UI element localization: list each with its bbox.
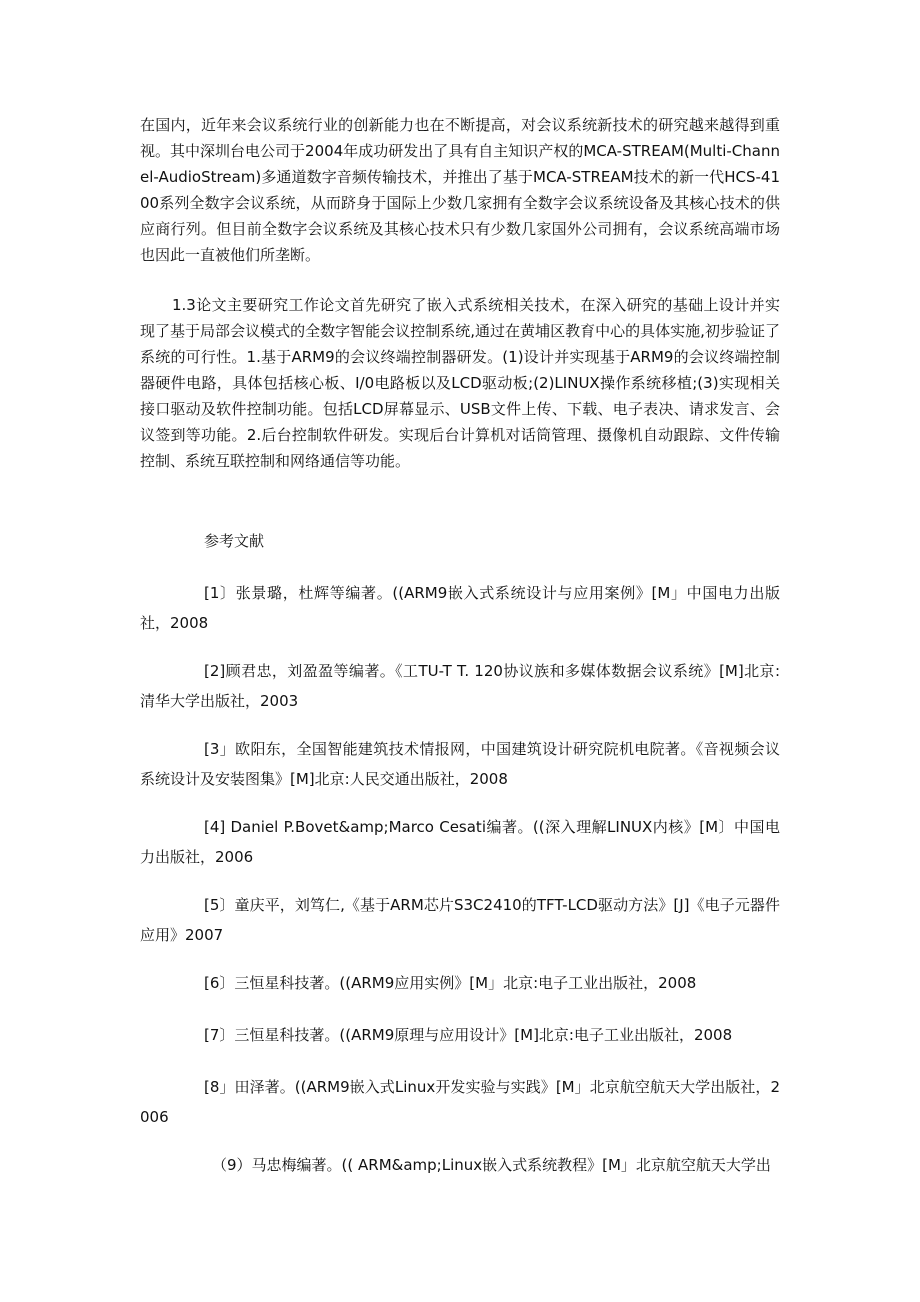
reference-item: [4] Daniel P.Bovet&amp;Marco Cesati编著。((深入理解LINUX内核》[M〕中国电力出版社，2006	[140, 818, 780, 866]
reference-item: （9）马忠梅编著。(( ARM&amp;Linux嵌入式系统教程》[M」北京航空航天大学出	[212, 1156, 771, 1174]
reference-item: [3」欧阳东，全国智能建筑技术情报网，中国建筑设计研究院机电院著。《音视频会议系统设计及安装图集》[M]北京:人民交通出版社，2008	[140, 740, 780, 788]
reference-item: [7〕三恒星科技著。((ARM9原理与应用设计》[M]北京:电子工业出版社，2008	[204, 1026, 733, 1044]
intro-paragraph: 在国内，近年来会议系统行业的创新能力也在不断提高，对会议系统新技术的研究越来越得到重视。其中深圳台电公司于2004年成功研发出了具有自主知识产权的MCA-STREAM(Multi-Channel-AudioStream)多通道数字音频传输技术，并推出了基于MCA-STREAM技术的新一代HCS-4100系列全数字会议系统，从而跻身于国际上少数几家拥有全数字会议系统设备及其核心技术的供应商行列。但目前全数字会议系统及其核心技术只有少数几家国外公司拥有，会议系统高端市场也因此一直被他们所垄断。	[140, 116, 780, 264]
reference-item: [5〕童庆平，刘笃仁,《基于ARM芯片S3C2410的TFT-LCD驱动方法》[J]《电子元器件应用》2007	[140, 896, 780, 944]
reference-item: [8」田泽著。((ARM9嵌入式Linux开发实验与实践》[M」北京航空航天大学出版社，2006	[140, 1078, 780, 1126]
reference-item: [6〕三恒星科技著。((ARM9应用实例》[M」北京:电子工业出版社，2008	[204, 974, 697, 992]
section-1-3-paragraph: 1.3论文主要研究工作论文首先研究了嵌入式系统相关技术，在深入研究的基础上设计并实现了基于局部会议模式的全数字智能会议控制系统,通过在黄埔区教育中心的具体实施,初步验证了系统的可行性。1.基于ARM9的会议终端控制器研发。(1)设计并实现基于ARM9的会议终端控制器硬件电路，具体包括核心板、I/0电路板以及LCD驱动板;(2)LINUX操作系统移植;(3)实现相关接口驱动及软件控制功能。包括LCD屏幕显示、USB文件上传、下载、电子表决、请求发言、会议签到等功能。2.后台控制软件研发。实现后台计算机对话筒管理、摄像机自动跟踪、文件传输控制、系统互联控制和网络通信等功能。	[140, 296, 780, 470]
reference-item: [1〕张景璐，杜辉等编著。((ARM9嵌入式系统设计与应用案例》[M」中国电力出版社，2008	[140, 584, 780, 632]
references-heading: 参考文献	[204, 532, 265, 550]
reference-item: [2]顾君忠，刘盈盈等编著。《工TU-T T. 120协议族和多媒体数据会议系统》[M]北京:清华大学出版社，2003	[140, 662, 780, 710]
